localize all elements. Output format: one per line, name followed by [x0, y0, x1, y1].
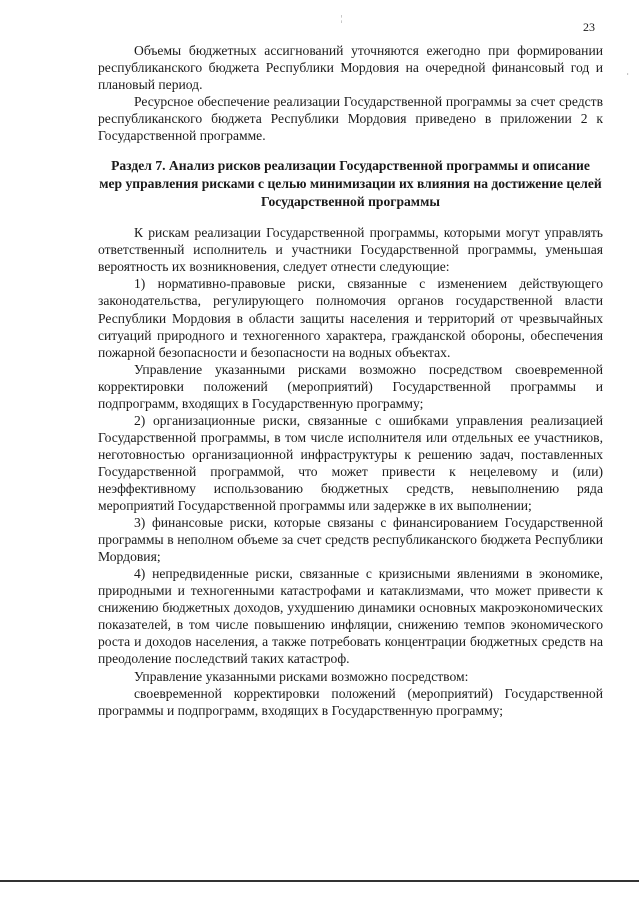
- paragraph-resource-support: Ресурсное обеспечение реализации Государственной программы за счет средств республиканского бюджета Республики Мордовия приведено в приложении 2 к Государственной программе.: [98, 94, 603, 144]
- paragraph-legal-risks-management: Управление указанными рисками возможно посредством своевременной корректировки положений (мероприятий) Государственной программы и подпрограмм, входящих в Государственную программу;: [98, 361, 603, 411]
- paragraph-budget-allocations: Объемы бюджетных ассигнований уточняются ежегодно при формировании республиканского бюджета Республики Мордовия на очередной финансовый год и плановый период.: [98, 43, 603, 93]
- paragraph-timely-adjustment: своевременной корректировки положений (мероприятий) Государственной программы и подпрограмм, входящих в Государственную программу;: [98, 685, 603, 718]
- scan-mark: ¦: [341, 14, 343, 23]
- paragraph-management-intro: Управление указанными рисками возможно посредством:: [134, 668, 469, 684]
- page-bottom-rule: [0, 880, 639, 882]
- document-body: [98, 42, 603, 719]
- paragraph-organizational-risks: 2) организационные риски, связанные с ошибками управления реализацией Государственной программы, в том числе исполнителя или отдельных ее участников, неготовностью организационной инфраструктуры к решению задач, поставленных Государственной программой, что может привести к нецелевому и (или) неэффективному использованию бюджетных средств, невыполнению ряда мероприятий Государственной программы или задержке в их выполнении;: [98, 412, 603, 514]
- section-heading: Раздел 7. Анализ рисков реализации Государственной программы и описание мер управления рисками с целью минимизации их влияния на достижение целей Государственной программы: [99, 158, 602, 210]
- paragraph-financial-risks: 3) финансовые риски, которые связаны с финансированием Государственной программы в неполном объеме за счет средств республиканского бюджета Республики Мордовия;: [98, 515, 603, 565]
- scan-dot: ·: [626, 70, 629, 79]
- paragraph-unforeseen-risks: 4) непредвиденные риски, связанные с кризисными явлениями в экономике, природными и техногенными катастрофами и катаклизмами, что может привести к снижению бюджетных доходов, ухудшению динамики основных макроэкономических показателей, в том числе повышению инфляции, снижению темпов экономического роста и доходов населения, а также потребовать концентрации бюджетных средств на преодоление последствий таких катастроф.: [98, 566, 603, 667]
- paragraph-legal-risks: 1) нормативно-правовые риски, связанные с изменением действующего законодательства, регулирующего полномочия органов государственной власти Республики Мордовия в области защиты населения и территорий от чрезвычайных ситуаций природного и техногенного характера, гражданской обороны, обеспечения пожарной безопасности и безопасности на водных объектах.: [98, 276, 603, 360]
- paragraph-risks-intro: К рискам реализации Государственной программы, которыми могут управлять ответственный исполнитель и участники Государственной программы, уменьшая вероятность их возникновения, следует отнести следующие:: [98, 225, 603, 275]
- page-number: 23: [583, 20, 595, 34]
